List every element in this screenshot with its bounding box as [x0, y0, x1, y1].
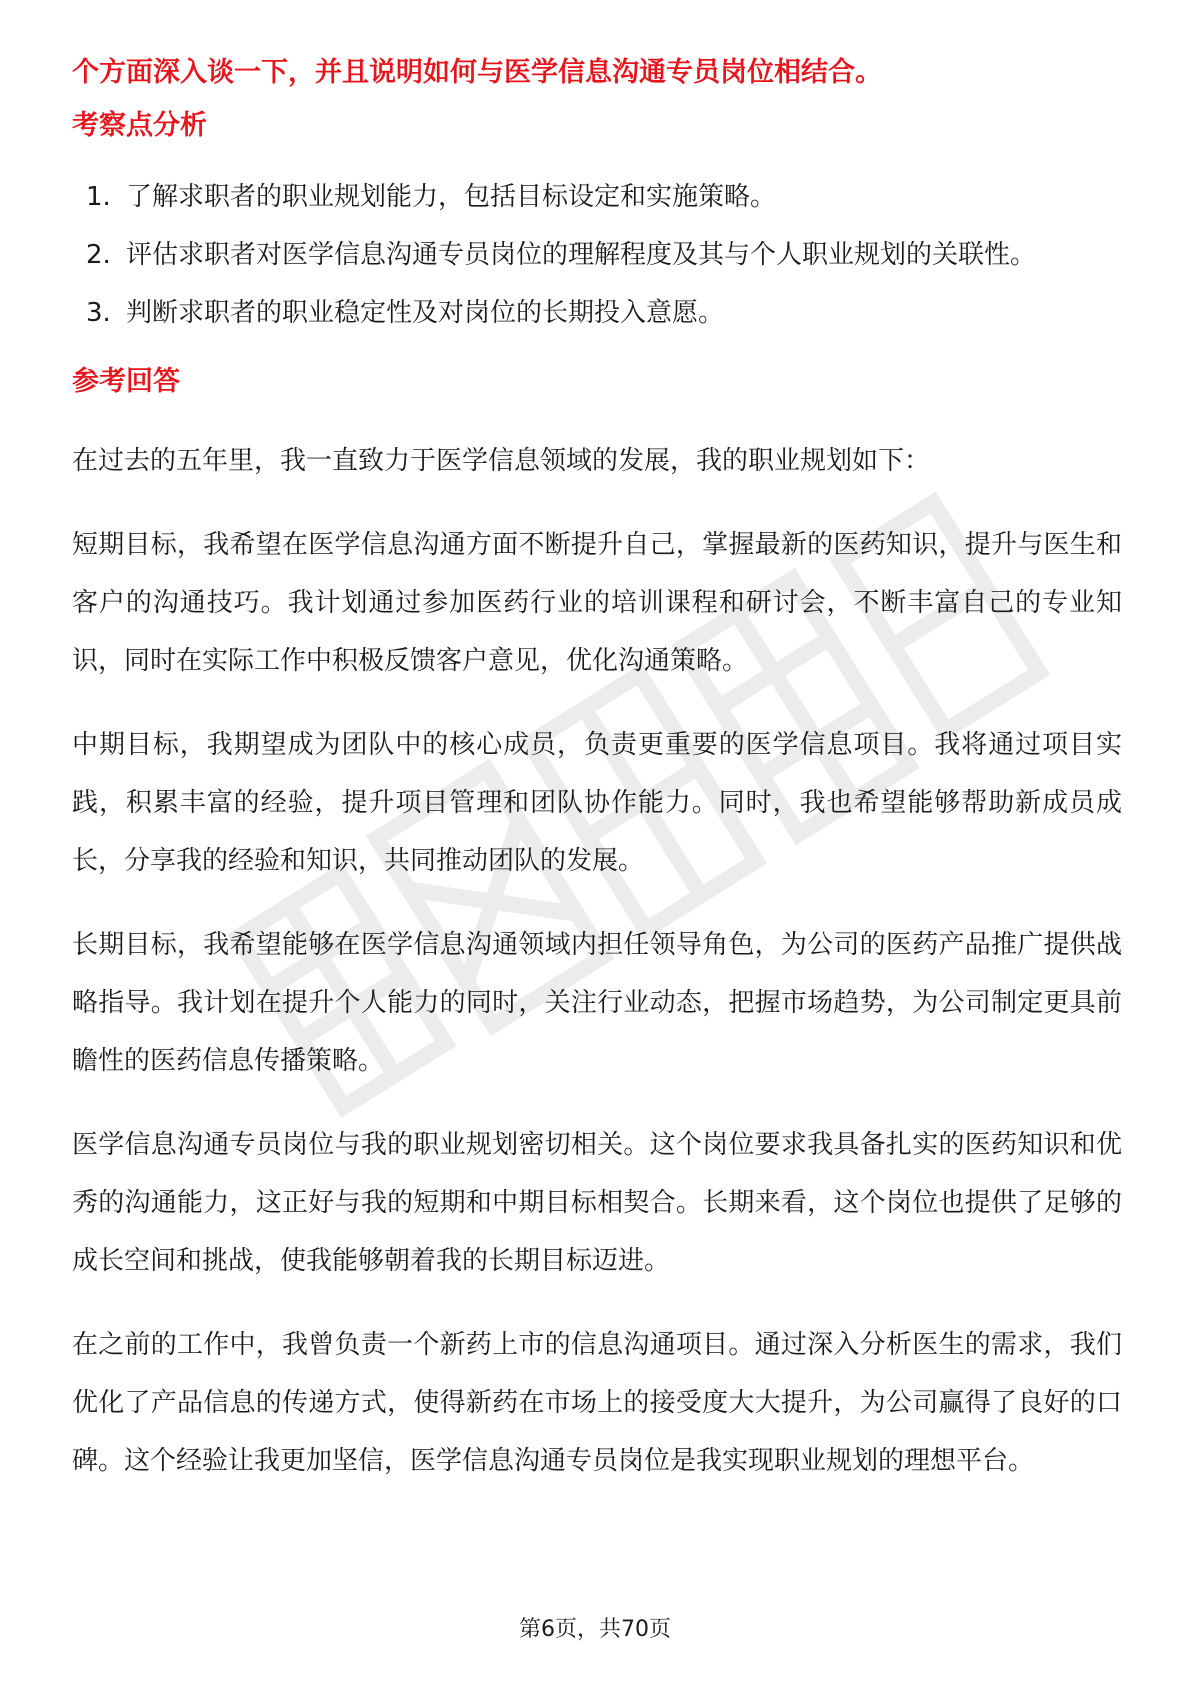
list-item-text: 评估求职者对医学信息沟通专员岗位的理解程度及其与个人职业规划的关联性。 [126, 240, 1037, 270]
answer-paragraph: 长期目标，我希望能够在医学信息沟通领域内担任领导角色，为公司的医药产品推广提供战略指导。我计划在提升个人能力的同时，关注行业动态，把握市场趋势，为公司制定更具前瞻性的医药信息传播策略。 [72, 930, 1122, 1076]
answer-heading: 参考回答 [72, 366, 180, 397]
question-continuation: 个方面深入谈一下，并且说明如何与医学信息沟通专员岗位相结合。 [72, 57, 882, 88]
answer-paragraph: 中期目标，我期望成为团队中的核心成员，负责更重要的医学信息项目。我将通过项目实践，积累丰富的经验，提升项目管理和团队协作能力。同时，我也希望能够帮助新成员成长，分享我的经验和知识，共同推动团队的发展。 [72, 730, 1122, 876]
answer-paragraph: 在之前的工作中，我曾负责一个新药上市的信息沟通项目。通过深入分析医生的需求，我们优化了产品信息的传递方式，使得新药在市场上的接受度大大提升，为公司赢得了良好的口碑。这个经验让我更加坚信，医学信息沟通专员岗位是我实现职业规划的理想平台。 [72, 1330, 1122, 1476]
analysis-list [72, 168, 1122, 342]
list-item [72, 226, 1156, 284]
list-item-text: 了解求职者的职业规划能力，包括目标设定和实施策略。 [126, 182, 777, 212]
list-item [72, 284, 1156, 342]
answer-paragraph: 短期目标，我希望在医学信息沟通方面不断提升自己，掌握最新的医药知识，提升与医生和客户的沟通技巧。我计划通过参加医药行业的培训课程和研讨会，不断丰富自己的专业知识，同时在实际工作中积极反馈客户意见，优化沟通策略。 [72, 530, 1122, 676]
list-item-number: 2. [86, 240, 111, 270]
list-item-number: 3. [86, 298, 111, 328]
answer-paragraph: 在过去的五年里，我一直致力于医学信息领域的发展，我的职业规划如下： [72, 446, 931, 476]
list-item-text: 判断求职者的职业稳定性及对岗位的长期投入意愿。 [126, 298, 725, 328]
page-number: 第6页，共70页 [519, 1617, 671, 1642]
analysis-heading: 考察点分析 [72, 110, 207, 141]
answer-paragraph: 医学信息沟通专员岗位与我的职业规划密切相关。这个岗位要求我具备扎实的医药知识和优秀的沟通能力，这正好与我的短期和中期目标相契合。长期来看，这个岗位也提供了足够的成长空间和挑战，使我能够朝着我的长期目标迈进。 [72, 1130, 1122, 1276]
content-area [72, 44, 1122, 1490]
list-item-number: 1. [86, 182, 111, 212]
list-item [72, 168, 1156, 226]
